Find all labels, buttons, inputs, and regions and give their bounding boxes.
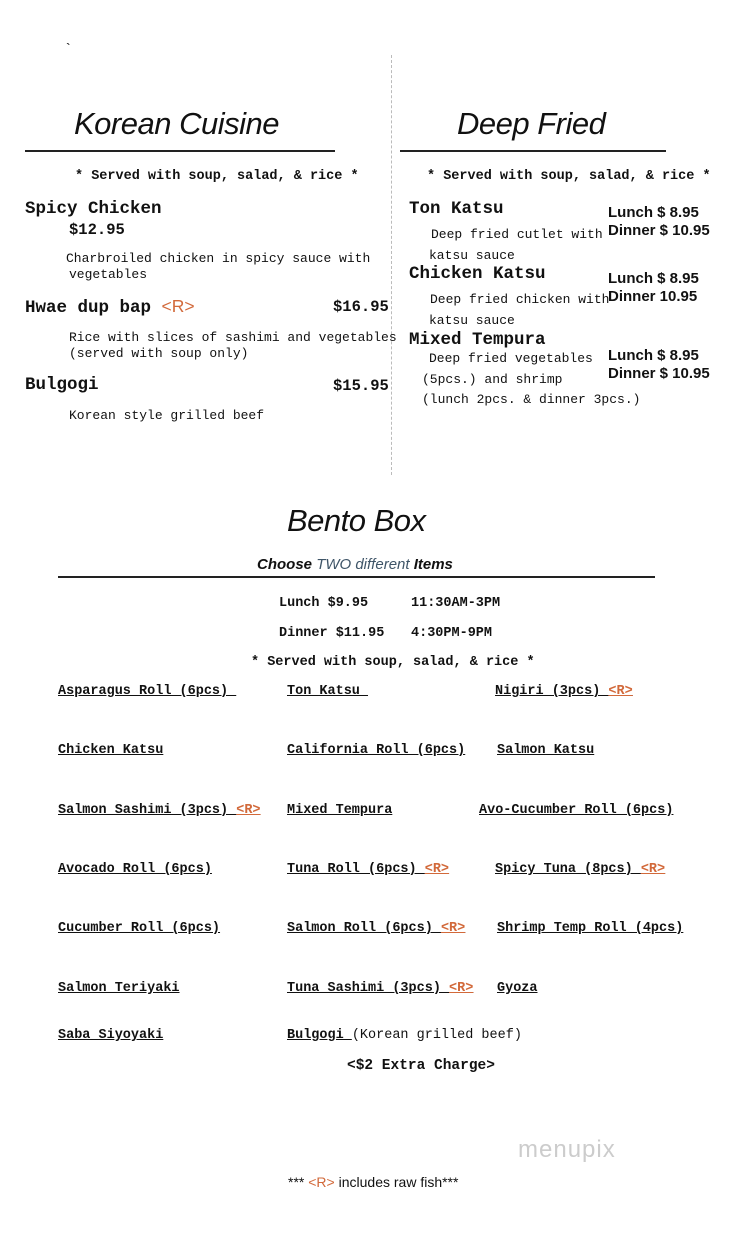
item-desc: katsu sauce — [429, 313, 515, 328]
item-name: Hwae dup bap <R> — [25, 296, 195, 318]
deep-fried-title-rule — [400, 150, 666, 152]
bento-item-label: Salmon Roll (6pcs) — [287, 921, 441, 936]
dinner-hours: 4:30PM-9PM — [411, 626, 493, 641]
bento-item-label: Salmon Katsu — [497, 743, 595, 758]
item-name: Mixed Tempura — [409, 330, 546, 350]
raw-fish-badge: <R> — [424, 862, 450, 877]
raw-fish-badge: <R> — [640, 862, 666, 877]
item-name: Bulgogi — [25, 375, 99, 395]
bento-item — [287, 981, 473, 996]
bento-item — [287, 684, 368, 699]
deep-fried-title: Deep Fried — [457, 106, 606, 141]
bento-item-label: Tuna Sashimi (3pcs) — [287, 981, 450, 996]
dinner-price: Dinner $11.95 — [279, 626, 385, 641]
bento-item — [497, 981, 538, 996]
bento-item-label: Avo-Cucumber Roll (6pcs) — [479, 803, 674, 818]
bento-item — [58, 921, 220, 936]
lunch-price: Lunch $9.95 — [279, 596, 369, 611]
bento-item-label: Cucumber Roll (6pcs) — [58, 921, 221, 936]
korean-title: Korean Cuisine — [74, 106, 279, 141]
item-desc: Charbroiled chicken in spicy sauce with — [66, 251, 371, 266]
lunch-price: Lunch $ 8.95 — [608, 204, 699, 221]
raw-fish-badge: <R> — [236, 803, 261, 818]
bento-item — [495, 684, 633, 699]
bento-item-label: Nigiri (3pcs) — [495, 684, 609, 699]
raw-fish-footnote: *** <R> includes raw fish*** — [288, 1174, 459, 1190]
bento-item — [287, 743, 465, 758]
stray-mark: ` — [66, 40, 71, 56]
bento-item — [287, 803, 392, 818]
bento-item-label: Bulgogi — [287, 1028, 352, 1043]
item-name: Chicken Katsu — [409, 264, 546, 284]
column-divider — [391, 55, 392, 475]
deep-fried-served-note: * Served with soup, salad, & rice * — [427, 169, 711, 184]
raw-fish-badge: <R> — [161, 296, 195, 316]
lunch-price: Lunch $ 8.95 — [608, 270, 699, 287]
bento-item — [58, 1028, 163, 1043]
bento-item — [287, 862, 449, 877]
lunch-hours: 11:30AM-3PM — [411, 596, 501, 611]
lunch-price: Lunch $ 8.95 — [608, 347, 699, 364]
raw-fish-badge: <R> — [440, 921, 466, 936]
dinner-price: Dinner $ 10.95 — [608, 365, 710, 382]
bento-item — [287, 921, 465, 936]
bento-item-label: Spicy Tuna (8pcs) — [495, 862, 641, 877]
item-name: Spicy Chicken — [25, 199, 162, 219]
item-desc: Rice with slices of sashimi and vegetables — [69, 330, 397, 345]
raw-fish-badge: <R> — [608, 684, 633, 699]
bento-item-label: California Roll (6pcs) — [287, 743, 466, 758]
extra-charge-note: <$2 Extra Charge> — [347, 1058, 495, 1074]
item-desc: (5pcs.) and shrimp — [422, 372, 563, 387]
item-name: Ton Katsu — [409, 199, 504, 219]
dinner-price: Dinner 10.95 — [608, 288, 698, 305]
bento-title-rule — [58, 576, 655, 578]
item-price: $16.95 — [333, 298, 389, 316]
bento-item-label: Asparagus Roll (6pcs) — [58, 684, 237, 699]
bento-item-note: (Korean grilled beef) — [351, 1028, 522, 1043]
korean-title-rule — [25, 150, 335, 152]
bento-item-label: Shrimp Temp Roll (4pcs) — [497, 921, 684, 936]
bento-item-label: Saba Siyoyaki — [58, 1028, 164, 1043]
item-desc: vegetables — [69, 267, 148, 282]
item-desc: katsu sauce — [429, 248, 515, 263]
bento-served-note: * Served with soup, salad, & rice * — [251, 655, 535, 670]
bento-item — [58, 862, 212, 877]
bento-item-label: Mixed Tempura — [287, 803, 393, 818]
item-desc: (lunch 2pcs. & dinner 3pcs.) — [422, 392, 641, 407]
raw-fish-badge: <R> — [449, 981, 474, 996]
bento-title: Bento Box — [287, 503, 426, 538]
bento-item — [58, 803, 261, 818]
item-price: $12.95 — [69, 221, 125, 239]
dinner-price: Dinner $ 10.95 — [608, 222, 710, 239]
bento-item-label: Salmon Teriyaki — [58, 981, 180, 996]
bento-item-label: Avocado Roll (6pcs) — [58, 862, 212, 877]
bento-item — [497, 921, 683, 936]
bento-item — [58, 743, 163, 758]
bento-item-label: Tuna Roll (6pcs) — [287, 862, 425, 877]
bento-choose-note: Choose TWO different Items — [257, 556, 453, 573]
item-desc: Korean style grilled beef — [69, 408, 265, 423]
bento-item-label: Ton Katsu — [287, 684, 369, 699]
menupix-watermark: menupix — [518, 1136, 616, 1163]
bento-item — [287, 1028, 522, 1043]
bento-item — [497, 743, 594, 758]
bento-item — [58, 981, 180, 996]
bento-item — [495, 862, 665, 877]
bento-item — [479, 803, 673, 818]
item-desc: Deep fried chicken with — [430, 292, 610, 307]
bento-item-label: Gyoza — [497, 981, 538, 996]
bento-item — [58, 684, 236, 699]
item-price: $15.95 — [333, 377, 389, 395]
item-desc: (served with soup only) — [69, 346, 249, 361]
item-desc: Deep fried cutlet with — [431, 227, 603, 242]
bento-item-label: Chicken Katsu — [58, 743, 164, 758]
bento-item-label: Salmon Sashimi (3pcs) — [58, 803, 237, 818]
item-desc: Deep fried vegetables — [429, 351, 593, 366]
korean-served-note: * Served with soup, salad, & rice * — [75, 169, 359, 184]
